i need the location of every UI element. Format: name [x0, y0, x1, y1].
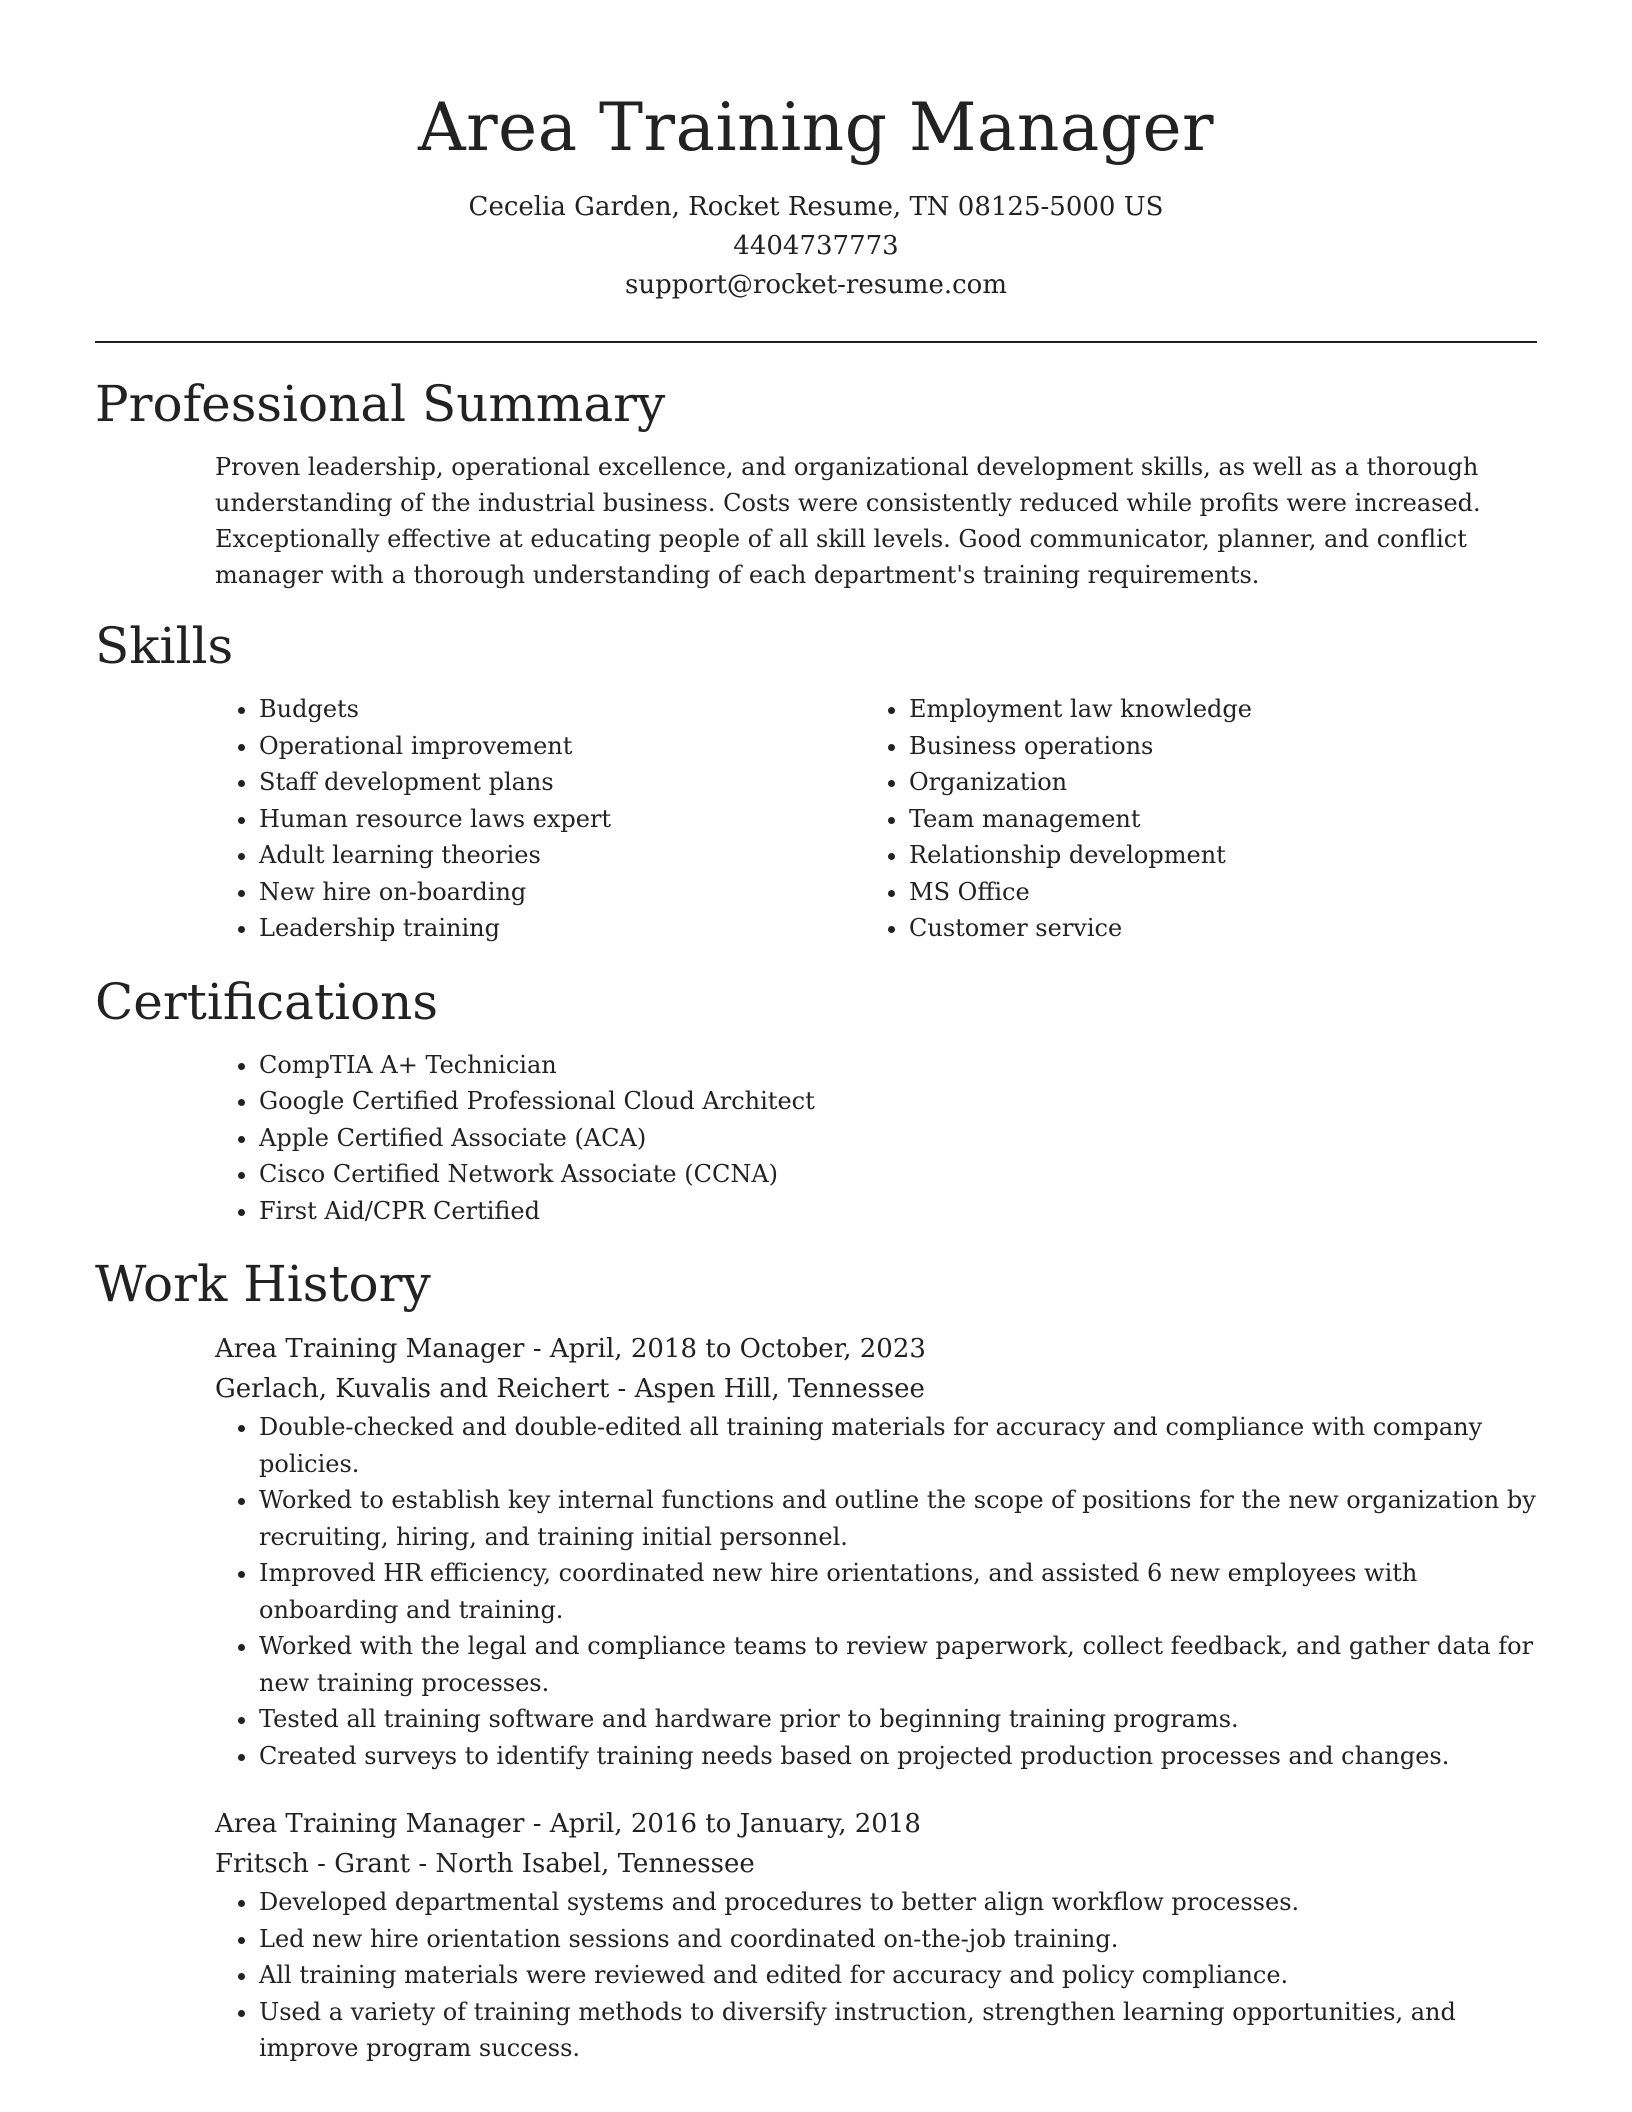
work-history-heading: Work History: [95, 1255, 431, 1313]
separator: -: [617, 1374, 635, 1404]
contact-email: support@rocket-resume.com: [624, 270, 1007, 300]
job-responsibilities: [215, 1409, 1537, 1774]
responsibility-item: • Developed departmental systems and procedures to better align workflow processes.: [259, 1884, 1537, 1921]
job-role: Area Training Manager: [215, 1809, 525, 1839]
contact-block: [95, 188, 1537, 305]
responsibility-item: • Tested all training software and hardware prior to beginning training programs.: [259, 1701, 1537, 1738]
certification-item: • First Aid/CPR Certified: [259, 1193, 1537, 1230]
job-company: Fritsch - Grant: [215, 1849, 411, 1879]
job-responsibilities: [215, 1884, 1537, 2067]
skill-item: • New hire on-boarding: [259, 874, 865, 911]
skills-list-right: [865, 691, 1515, 947]
job-company: Gerlach, Kuvalis and Reichert: [215, 1374, 610, 1404]
responsibility-item: • All training materials were reviewed and edited for accuracy and policy compliance.: [259, 1957, 1537, 1994]
skill-item: • Employment law knowledge: [909, 691, 1515, 728]
summary-heading: Professional Summary: [95, 375, 666, 433]
skill-item: • Leadership training: [259, 910, 865, 947]
skill-item: • Relationship development: [909, 837, 1515, 874]
certifications-section: [95, 971, 1537, 1230]
job-dates: April, 2018 to October, 2023: [549, 1334, 926, 1364]
responsibility-item: • Worked with the legal and compliance teams to review paperwork, collect feedback, and gather data for new training processes.: [259, 1628, 1537, 1701]
work-history-section: [95, 1253, 1537, 2067]
separator: -: [532, 1334, 550, 1364]
job-location: North Isabel, Tennessee: [435, 1849, 755, 1879]
skills-grid: [215, 691, 1537, 947]
skill-item: • Staff development plans: [259, 764, 865, 801]
contact-phone: 4404737773: [733, 231, 899, 261]
responsibility-item: • Used a variety of training methods to diversify instruction, strengthen learning opportunities, and improve program success.: [259, 1994, 1537, 2067]
responsibility-item: • Double-checked and double-edited all training materials for accuracy and compliance with company policies.: [259, 1409, 1537, 1482]
skill-item: • Team management: [909, 801, 1515, 838]
job-entry: [215, 1804, 1537, 2067]
skill-item: • Operational improvement: [259, 728, 865, 765]
skill-item: • Human resource laws expert: [259, 801, 865, 838]
skill-item: • MS Office: [909, 874, 1515, 911]
responsibility-item: • Led new hire orientation sessions and coordinated on-the-job training.: [259, 1921, 1537, 1958]
skill-item: • Business operations: [909, 728, 1515, 765]
skill-item: • Budgets: [259, 691, 865, 728]
skill-item: • Adult learning theories: [259, 837, 865, 874]
certification-item: • CompTIA A+ Technician: [259, 1047, 1537, 1084]
job-company-line: [215, 1844, 1537, 1884]
job-title-line: [215, 1804, 1537, 1844]
skills-column-left: [215, 691, 865, 947]
header-divider: [95, 341, 1537, 343]
certifications-heading: Certifications: [95, 972, 439, 1031]
skill-item: • Organization: [909, 764, 1515, 801]
candidate-title: Area Training Manager: [417, 89, 1215, 166]
certification-item: • Cisco Certified Network Associate (CCNA): [259, 1156, 1537, 1193]
separator: -: [532, 1809, 550, 1839]
resume-header: [95, 0, 1537, 305]
job-company-line: [215, 1369, 1537, 1409]
skills-section: [95, 615, 1537, 947]
job-title-line: [215, 1329, 1537, 1369]
responsibility-item: • Created surveys to identify training needs based on projected production processes and changes.: [259, 1738, 1537, 1775]
contact-address: Cecelia Garden, Rocket Resume, TN 08125-5000 US: [468, 192, 1164, 222]
skill-item: • Customer service: [909, 910, 1515, 947]
job-role: Area Training Manager: [215, 1334, 525, 1364]
skills-column-right: [865, 691, 1515, 947]
separator: -: [418, 1849, 436, 1879]
skills-list-left: [215, 691, 865, 947]
professional-summary-section: [95, 373, 1537, 593]
job-entry: [215, 1329, 1537, 1774]
certifications-list-wrapper: [215, 1047, 1537, 1230]
summary-text: Proven leadership, operational excellence, and organizational development skills, as well as a thorough understanding of the industrial business. Costs were consistently reduced while profits were increased. Exceptionally effective at educating people of all skill levels. Good communicator, planner, and conflict manager with a thorough understanding of each department's training requirements.: [215, 453, 1481, 589]
responsibility-item: • Worked to establish key internal functions and outline the scope of positions for the new organization by recruiting, hiring, and training initial personnel.: [259, 1482, 1537, 1555]
responsibility-item: • Improved HR efficiency, coordinated new hire orientations, and assisted 6 new employees with onboarding and training.: [259, 1555, 1537, 1628]
certification-item: • Google Certified Professional Cloud Architect: [259, 1083, 1537, 1120]
job-dates: April, 2016 to January, 2018: [549, 1809, 921, 1839]
job-location: Aspen Hill, Tennessee: [634, 1374, 925, 1404]
skills-heading: Skills: [95, 617, 234, 675]
certifications-list: [215, 1047, 1537, 1230]
certification-item: • Apple Certified Associate (ACA): [259, 1120, 1537, 1157]
